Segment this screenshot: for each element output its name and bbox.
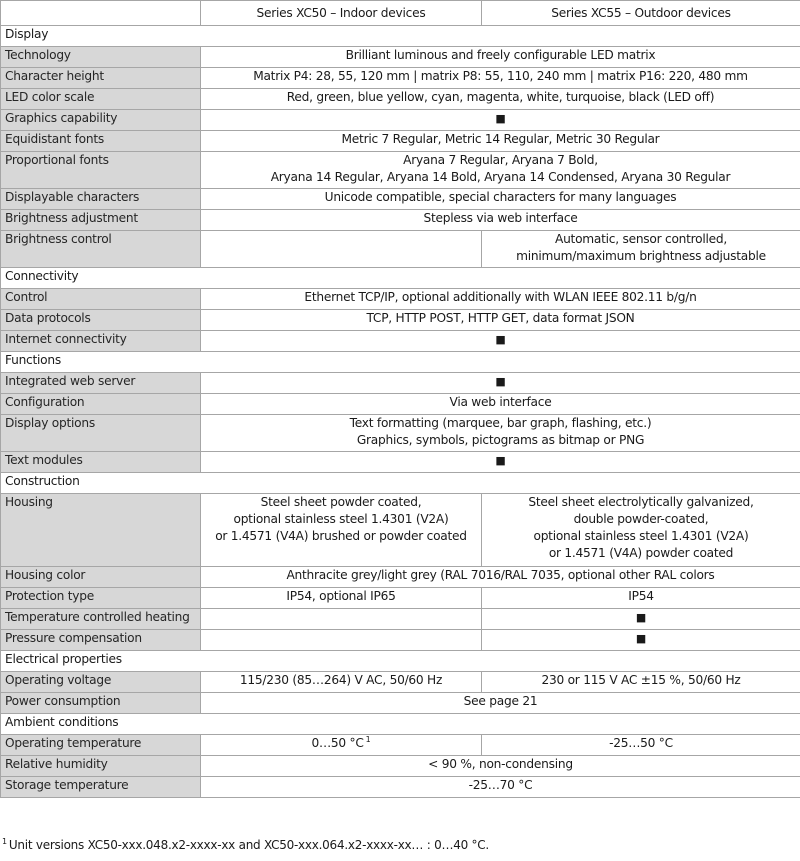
row-label: Brightness control	[1, 231, 201, 268]
value-xc50	[201, 588, 482, 609]
feature-available-marker: ■	[495, 333, 506, 346]
section-heading: Functions	[1, 352, 800, 373]
section-row-ambient-conditions	[1, 714, 800, 735]
table-row-pressure-compensation	[1, 630, 800, 651]
row-label: Housing	[1, 494, 201, 567]
value-line: TCP, HTTP POST, HTTP GET, data format JSON	[366, 311, 635, 325]
value-line: Aryana 14 Regular, Aryana 14 Bold, Aryana 14 Condensed, Aryana 30 Regular	[270, 170, 731, 184]
value-both-series	[201, 310, 800, 331]
table-row-display-options	[1, 415, 800, 452]
feature-available-marker: ■	[635, 632, 647, 645]
value-line: Via web interface	[449, 395, 552, 409]
value-xc55	[482, 494, 800, 567]
table-row-housing	[1, 494, 800, 567]
value-xc50-line	[205, 735, 477, 752]
value-xc55	[482, 735, 800, 756]
section-row-connectivity	[1, 268, 800, 289]
row-label: Storage temperature	[1, 777, 201, 798]
table-row-proportional-fonts	[1, 152, 800, 189]
value-line: Stepless via web interface	[423, 211, 578, 225]
row-label: Control	[1, 289, 201, 310]
table-row-displayable-characters	[1, 189, 800, 210]
value-line: Matrix P4: 28, 55, 120 mm | matrix P8: 55, 110, 240 mm | matrix P16: 220, 480 mm	[253, 69, 748, 83]
section-row-electrical-properties	[1, 651, 800, 672]
value-line: Text formatting (marquee, bar graph, flashing, etc.)	[349, 416, 652, 430]
footnote-text: Unit versions XC50-xxx.048.x2-xxxx-xx and XC50-xxx.064.x2-xxxx-xx… : 0…40 °C.	[8, 838, 489, 852]
footnote-reference: 1	[365, 734, 371, 744]
value-xc50	[201, 231, 482, 268]
value-line: Brilliant luminous and freely configurable LED matrix	[345, 48, 656, 62]
table-row-character-height	[1, 68, 800, 89]
table-row-internet-connectivity	[1, 331, 800, 352]
table-row-led-color-scale	[1, 89, 800, 110]
value-both-series	[201, 68, 800, 89]
row-label: Displayable characters	[1, 189, 201, 210]
section-heading: Ambient conditions	[1, 714, 800, 735]
table-row-temperature-controlled-heating	[1, 609, 800, 630]
section-heading: Connectivity	[1, 268, 800, 289]
row-label: Housing color	[1, 567, 201, 588]
value-xc55-line: double powder-coated,	[573, 512, 709, 526]
row-label: Brightness adjustment	[1, 210, 201, 231]
section-heading: Construction	[1, 473, 800, 494]
table-row-brightness-adjustment	[1, 210, 800, 231]
table-row-configuration	[1, 394, 800, 415]
table-header-row	[1, 1, 800, 26]
row-label: Protection type	[1, 588, 201, 609]
value-xc50-line: IP54, optional IP65	[286, 589, 396, 603]
value-both-series	[201, 777, 800, 798]
row-label: Operating temperature	[1, 735, 201, 756]
header-blank-cell	[1, 1, 201, 26]
value-xc55	[482, 588, 800, 609]
value-xc55	[482, 231, 800, 268]
value-xc55-line: or 1.4571 (V4A) powder coated	[548, 546, 734, 560]
row-label: Relative humidity	[1, 756, 201, 777]
feature-available-marker: ■	[495, 112, 506, 125]
value-both-series	[201, 567, 800, 588]
value-both-series	[201, 373, 800, 394]
value-line: Ethernet TCP/IP, optional additionally with WLAN IEEE 802.11 b/g/n	[304, 290, 697, 304]
value-xc55-line: minimum/maximum brightness adjustable	[516, 249, 766, 263]
value-both-series	[201, 415, 800, 452]
row-label: Display options	[1, 415, 201, 452]
value-line: Graphics, symbols, pictograms as bitmap or PNG	[356, 433, 645, 447]
table-row-integrated-web-server	[1, 373, 800, 394]
value-both-series	[201, 394, 800, 415]
value-line: Aryana 7 Regular, Aryana 7 Bold,	[403, 153, 598, 167]
header-series-xc55: Series XC55 – Outdoor devices	[482, 1, 800, 26]
table-row-technology	[1, 47, 800, 68]
value-both-series	[201, 452, 800, 473]
table-row-relative-humidity	[1, 756, 800, 777]
footnote-marker: 1	[2, 837, 7, 846]
value-xc55	[482, 609, 800, 630]
row-label: Power consumption	[1, 693, 201, 714]
table-row-protection-type	[1, 588, 800, 609]
row-label: Equidistant fonts	[1, 131, 201, 152]
row-label: Graphics capability	[1, 110, 201, 131]
value-line: < 90 %, non-condensing	[428, 757, 573, 771]
row-label: LED color scale	[1, 89, 201, 110]
row-label: Text modules	[1, 452, 201, 473]
table-row-data-protocols	[1, 310, 800, 331]
value-both-series	[201, 189, 800, 210]
row-label: Pressure compensation	[1, 630, 201, 651]
table-row-equidistant-fonts	[1, 131, 800, 152]
value-xc50	[201, 630, 482, 651]
feature-available-marker: ■	[495, 454, 506, 467]
section-row-construction	[1, 473, 800, 494]
row-label: Operating voltage	[1, 672, 201, 693]
value-xc55	[482, 672, 800, 693]
value-both-series	[201, 47, 800, 68]
row-label: Data protocols	[1, 310, 201, 331]
value-xc50	[201, 672, 482, 693]
feature-available-marker: ■	[495, 375, 506, 388]
value-xc50-line: optional stainless steel 1.4301 (V2A)	[233, 512, 449, 526]
value-xc50-line: 115/230 (85…264) V AC, 50/60 Hz	[239, 673, 443, 687]
row-label: Temperature controlled heating	[1, 609, 201, 630]
value-xc55-line: -25…50 °C	[609, 736, 673, 750]
value-line: Anthracite grey/light grey (RAL 7016/RAL 7035, optional other RAL colors	[286, 568, 715, 582]
section-row-display	[1, 26, 800, 47]
table-row-housing-color	[1, 567, 800, 588]
value-xc55-line: optional stainless steel 1.4301 (V2A)	[533, 529, 749, 543]
value-xc50-line: Steel sheet powder coated,	[260, 495, 422, 509]
row-label: Character height	[1, 68, 201, 89]
value-xc55-line: 230 or 115 V AC ±15 %, 50/60 Hz	[541, 673, 741, 687]
value-both-series	[201, 756, 800, 777]
value-xc50	[201, 735, 482, 756]
table-row-power-consumption	[1, 693, 800, 714]
table-row-operating-voltage	[1, 672, 800, 693]
row-label: Integrated web server	[1, 373, 201, 394]
row-label: Proportional fonts	[1, 152, 201, 189]
value-both-series	[201, 152, 800, 189]
value-both-series	[201, 131, 800, 152]
value-xc50	[201, 609, 482, 630]
value-line: Metric 7 Regular, Metric 14 Regular, Metric 30 Regular	[341, 132, 660, 146]
value-xc55-line: Automatic, sensor controlled,	[554, 232, 727, 246]
row-label: Configuration	[1, 394, 201, 415]
value-line: -25…70 °C	[468, 778, 533, 792]
section-heading: Display	[1, 26, 800, 47]
value-line: See page 21	[463, 694, 538, 708]
feature-available-marker: ■	[635, 611, 647, 624]
value-line: Red, green, blue yellow, cyan, magenta, white, turquoise, black (LED off)	[286, 90, 715, 104]
value-both-series	[201, 110, 800, 131]
value-both-series	[201, 331, 800, 352]
value-xc50	[201, 494, 482, 567]
table-row-text-modules	[1, 452, 800, 473]
value-xc50-line: or 1.4571 (V4A) brushed or powder coated	[215, 529, 467, 543]
table-row-brightness-control	[1, 231, 800, 268]
table-row-control	[1, 289, 800, 310]
table-row-graphics-capability	[1, 110, 800, 131]
value-both-series	[201, 89, 800, 110]
specification-table-body	[1, 1, 800, 798]
footnote	[2, 837, 489, 853]
table-row-operating-temperature	[1, 735, 800, 756]
value-both-series	[201, 289, 800, 310]
section-heading: Electrical properties	[1, 651, 800, 672]
value-both-series	[201, 693, 800, 714]
value-both-series	[201, 210, 800, 231]
value-xc55-line: Steel sheet electrolytically galvanized,	[528, 495, 754, 509]
value-xc50-text: 0…50 °C	[311, 736, 364, 750]
value-line: Unicode compatible, special characters for many languages	[324, 190, 677, 204]
row-label: Internet connectivity	[1, 331, 201, 352]
table-row-storage-temperature	[1, 777, 800, 798]
row-label: Technology	[1, 47, 201, 68]
header-series-xc50: Series XC50 – Indoor devices	[201, 1, 482, 26]
value-xc55-line: IP54	[628, 589, 654, 603]
section-row-functions	[1, 352, 800, 373]
value-xc55	[482, 630, 800, 651]
